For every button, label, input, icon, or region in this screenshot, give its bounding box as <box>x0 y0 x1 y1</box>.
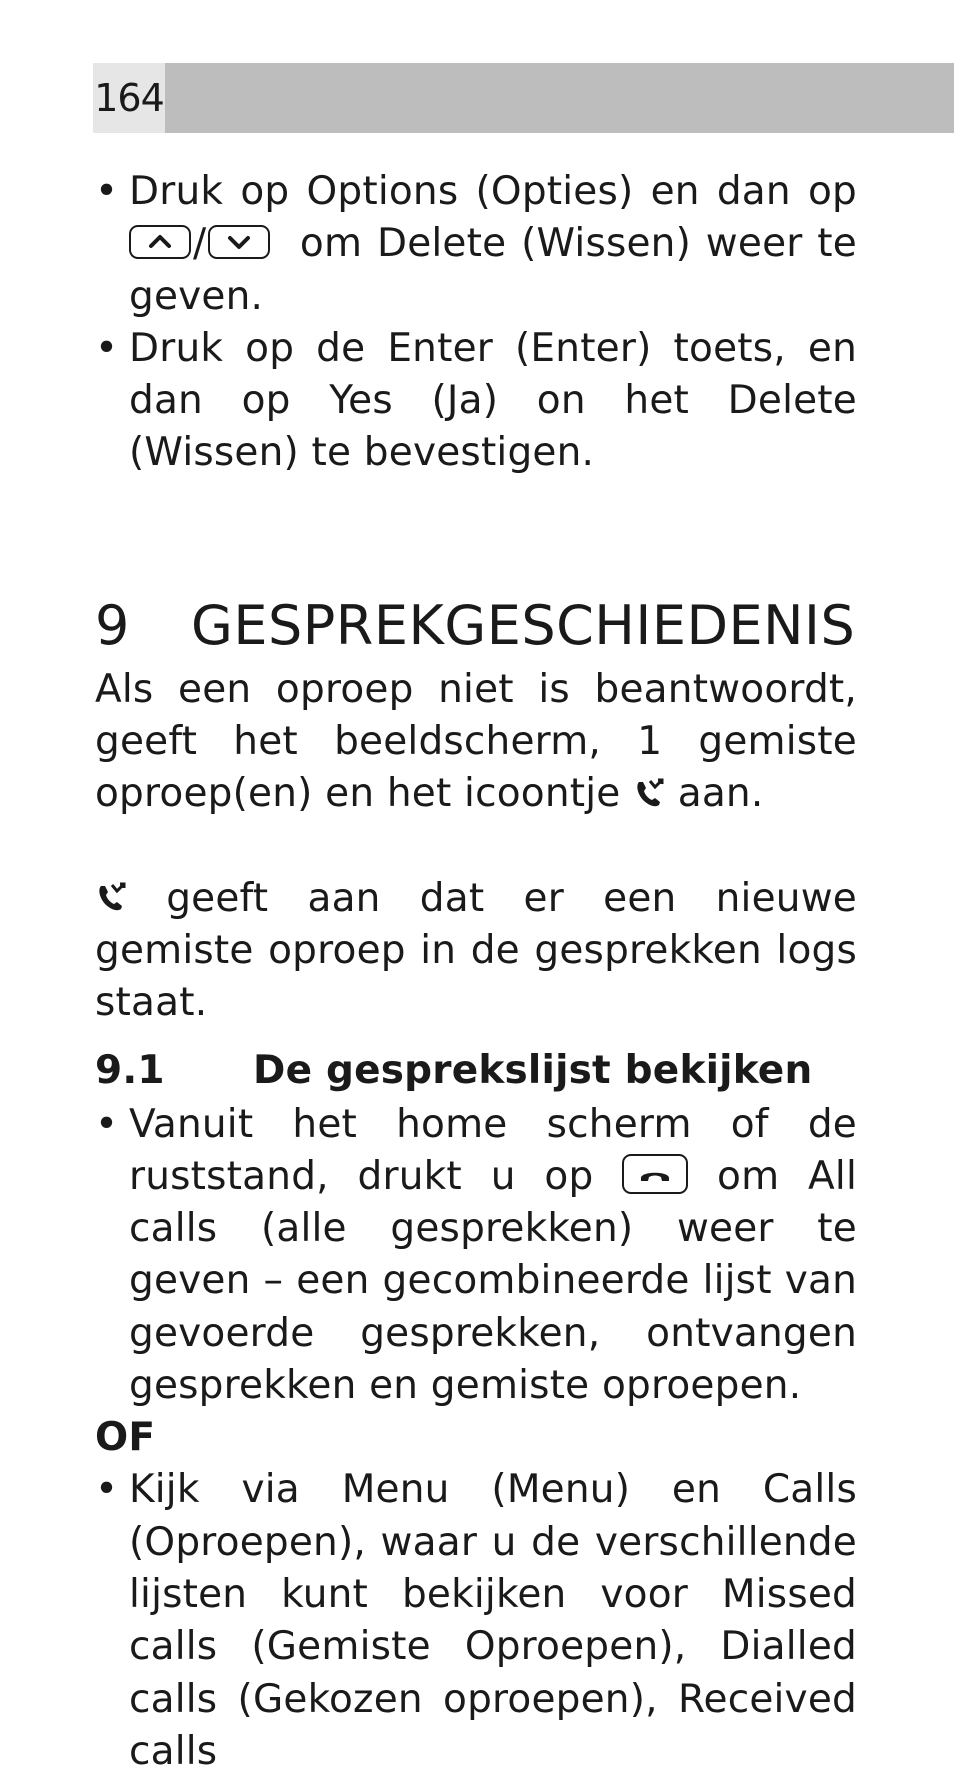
subsection-number: 9.1 <box>95 1047 165 1093</box>
section-paragraph-2: geeft aan dat er een nieuwe gemiste oproep in de gesprekken logs staat. <box>95 875 857 1026</box>
section-heading <box>95 588 857 664</box>
missed-call-icon <box>95 876 127 908</box>
bullet-enter-confirm <box>95 323 857 480</box>
down-arrow-key-icon <box>208 225 270 259</box>
bullet-view-all-calls: • Vanuit het home scherm of de ruststand, drukt u op om All calls (alle gesprekken) weer te geven – een gecombineerde lijst van gevoerde gesprekken, ontvangen gesprekken en gemiste oproepen. <box>95 1099 857 1413</box>
bullet-menu-calls: • Kijk via Menu (Menu) en Calls (Oproepen), waar u de verschillende lijsten kunt bekijken voor Missed calls (Gemiste Oproepen), Dialled calls (Gekozen oproepen), Received calls <box>95 1464 857 1778</box>
up-arrow-key-icon <box>129 225 191 259</box>
section-title: GESPREKGESCHIEDENIS <box>191 593 856 657</box>
subsection-heading <box>95 1042 857 1099</box>
header-bar <box>93 63 954 133</box>
page-content <box>95 166 857 1778</box>
bullet-text: om Delete (Wissen) weer te geven. <box>129 221 857 319</box>
bullet-options-delete <box>95 166 857 323</box>
call-key-icon <box>622 1154 688 1194</box>
missed-call-icon <box>633 772 665 804</box>
section-number: 9 <box>95 593 130 657</box>
bullet-text: Druk op de Enter (Enter) toets, en dan op Yes (Ja) on het Delete (Wissen) te bevestigen. <box>129 325 857 476</box>
or-label: OF <box>95 1415 156 1461</box>
page-number: 164 <box>93 63 165 133</box>
bullet-text: Druk op Options (Opties) en dan op <box>129 169 857 214</box>
subsection-title: De gesprekslijst bekijken <box>253 1047 813 1093</box>
slash-separator: / <box>193 221 207 267</box>
section-paragraph-1: Als een oproep niet is beantwoordt, geeft het beeldscherm, 1 gemiste oproep(en) en het icoontje aan. <box>95 666 857 817</box>
